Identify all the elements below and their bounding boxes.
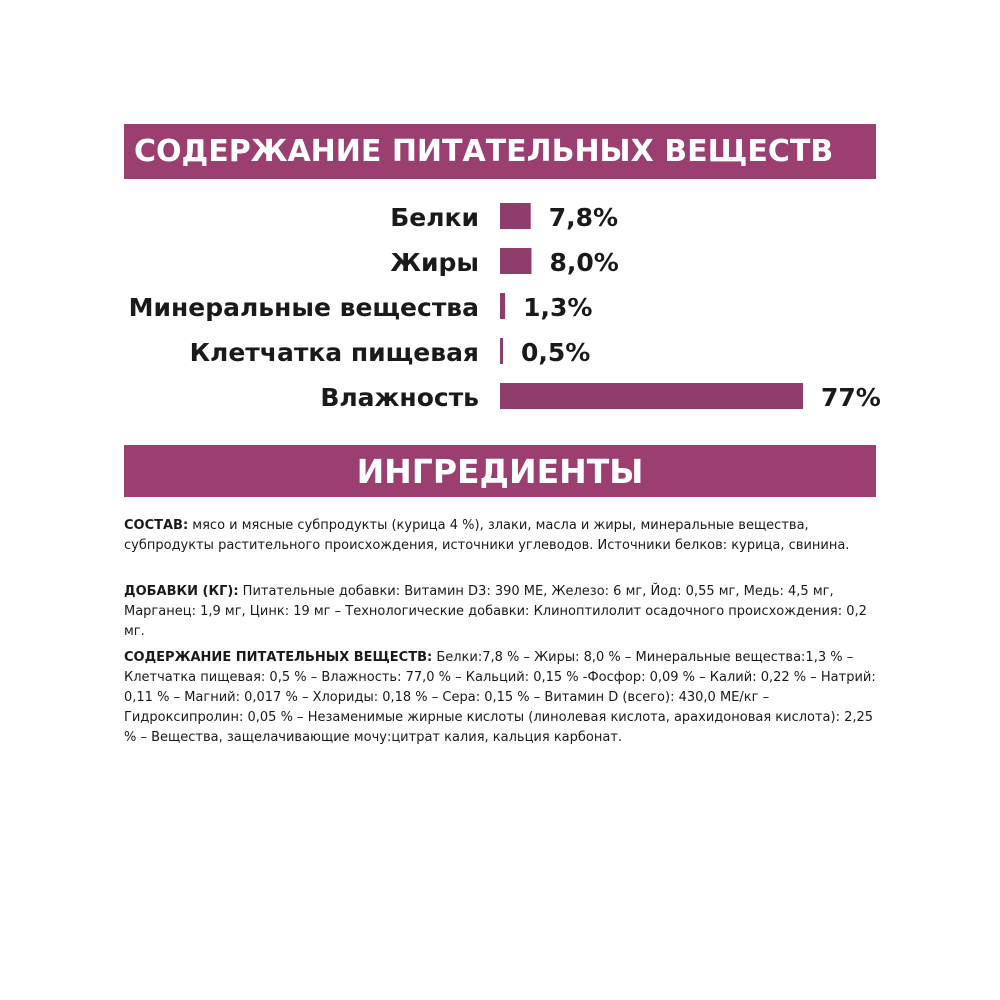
nutrient-bar [500,383,803,409]
nutrient-bar [500,203,531,229]
composition-heading: СОСТАВ: [124,518,189,533]
category-label: Влажность [320,383,479,412]
value-label: 0,5% [521,338,591,367]
category-label: Жиры [390,248,479,277]
additives-paragraph [124,582,884,642]
ingredients-header-text: ИНГРЕДИЕНТЫ [356,451,644,491]
value-label: 8,0% [549,248,619,277]
ingredients-header [124,445,876,497]
nutrient-bar [500,293,505,319]
nutrient-bar [500,338,503,364]
category-label: Минеральные вещества [128,293,479,322]
value-label: 1,3% [523,293,593,322]
additives-heading: ДОБАВКИ (КГ): [124,584,239,599]
category-label: Белки [390,203,479,232]
nutrient-bar [500,248,531,274]
nutrients-bar-chart [0,190,1000,420]
additives-text: Питательные добавки: Витамин D3: 390 МЕ, Железо: 6 мг, Йод: 0,55 мг, Медь: 4,5 мг, Марганец: 1,9 мг, Цинк: 19 мг – Технологические добавки: Клиноптилолит осадочного происхождения: 0,2 мг. [124,584,867,639]
composition-text: мясо и мясные субпродукты (курица 4 %), злаки, масла и жиры, минеральные вещества, субпродукты растительного происхождения, источники углеводов. Источники белков: курица, свинина. [124,518,850,553]
value-label: 7,8% [548,203,619,232]
nutrients-header [124,124,876,179]
category-label: Клетчатка пищевая [189,338,479,367]
nutrients-header-text: СОДЕРЖАНИЕ ПИТАТЕЛЬНЫХ ВЕЩЕСТВ [134,134,834,169]
value-label: 77% [821,383,881,412]
analysis-heading: СОДЕРЖАНИЕ ПИТАТЕЛЬНЫХ ВЕЩЕСТВ: [124,650,433,665]
analysis-paragraph [124,648,884,748]
composition-paragraph [124,516,884,556]
analysis-text: Белки:7,8 % – Жиры: 8,0 % – Минеральные вещества:1,3 % – Клетчатка пищевая: 0,5 % – Влажность: 77,0 % – Кальций: 0,15 % -Фосфор: 0,09 % – Калий: 0,22 % – Натрий: 0,11 % – Магний: 0,017 % – Хлориды: 0,18 % – Сера: 0,15 % – Витамин D (всего): 430,0 МЕ/кг – Гидроксипролин: 0,05 % – Незаменимые жирные кислоты (линолевая кислота, арахидоновая кислота): 2,25 % – Вещества, защелачивающие мочу:цитрат калия, кальция карбонат. [124,650,876,745]
